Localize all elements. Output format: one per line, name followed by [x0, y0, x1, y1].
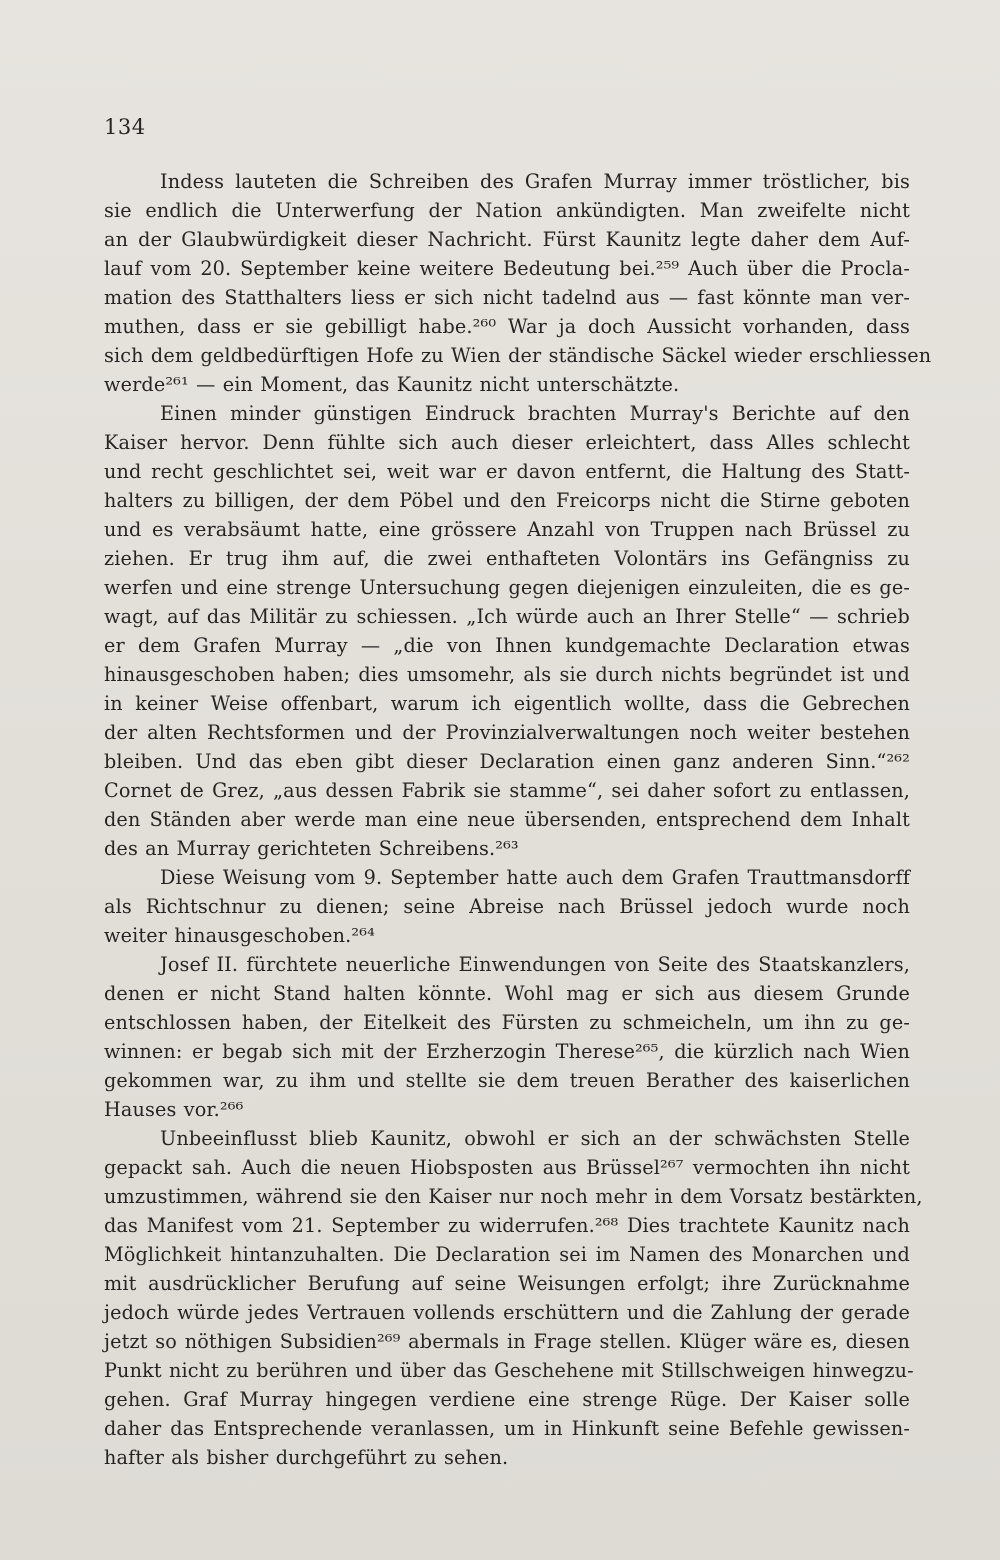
text-line: den Ständen aber werde man eine neue übersenden, entsprechend dem Inhalt — [104, 808, 910, 831]
text-line: gepackt sah. Auch die neuen Hiobsposten aus Brüssel²⁶⁷ vermochten ihn nicht — [104, 1156, 910, 1179]
text-line: Punkt nicht zu berühren und über das Geschehene mit Stillschweigen hinwegzu- — [104, 1359, 914, 1382]
text-line: lauf vom 20. September keine weitere Bedeutung bei.²⁵⁹ Auch über die Procla- — [104, 257, 910, 280]
text-line: der alten Rechtsformen und der Provinzialverwaltungen noch weiter bestehen — [104, 721, 910, 744]
text-line: Kaiser hervor. Denn fühlte sich auch dieser erleichtert, dass Alles schlecht — [104, 431, 910, 454]
page-number: 134 — [104, 115, 146, 139]
text-line: und recht geschlichtet sei, weit war er davon entfernt, die Haltung des Statt- — [104, 460, 910, 483]
text-line: werde²⁶¹ — ein Moment, das Kaunitz nicht unterschätzte. — [104, 373, 680, 396]
text-line: jetzt so nöthigen Subsidien²⁶⁹ abermals in Frage stellen. Klüger wäre es, diesen — [104, 1330, 910, 1353]
text-line: Unbeeinflusst blieb Kaunitz, obwohl er sich an der schwächsten Stelle — [160, 1127, 910, 1150]
text-line: Cornet de Grez, „aus dessen Fabrik sie stamme“, sei daher sofort zu entlassen, — [104, 779, 910, 802]
text-line: sie endlich die Unterwerfung der Nation ankündigten. Man zweifelte nicht — [104, 199, 910, 222]
text-line: weiter hinausgeschoben.²⁶⁴ — [104, 924, 375, 947]
text-line: und es verabsäumt hatte, eine grössere Anzahl von Truppen nach Brüssel zu — [104, 518, 910, 541]
text-line: an der Glaubwürdigkeit dieser Nachricht. Fürst Kaunitz legte daher dem Auf- — [104, 228, 910, 251]
text-line: hafter als bisher durchgeführt zu sehen. — [104, 1446, 509, 1469]
text-line: er dem Grafen Murray — „die von Ihnen kundgemachte Declaration etwas — [104, 634, 910, 657]
text-line: Einen minder günstigen Eindruck brachten Murray's Berichte auf den — [160, 402, 910, 425]
body-text — [104, 167, 932, 1472]
text-line: mit ausdrücklicher Berufung auf seine Weisungen erfolgt; ihre Zurücknahme — [104, 1272, 910, 1295]
text-line: denen er nicht Stand halten könnte. Wohl mag er sich aus diesem Grunde — [104, 982, 910, 1005]
text-line: des an Murray gerichteten Schreibens.²⁶³ — [104, 837, 519, 860]
text-line: hinausgeschoben haben; dies umsomehr, als sie durch nichts begründet ist und — [104, 663, 910, 686]
text-line: Möglichkeit hintanzuhalten. Die Declaration sei im Namen des Monarchen und — [104, 1243, 910, 1266]
text-line: werfen und eine strenge Untersuchung gegen diejenigen einzuleiten, die es ge- — [104, 576, 910, 599]
text-line: Diese Weisung vom 9. September hatte auch dem Grafen Trauttmansdorff — [160, 866, 910, 889]
text-line: in keiner Weise offenbart, warum ich eigentlich wollte, dass die Gebrechen — [104, 692, 910, 715]
text-line: entschlossen haben, der Eitelkeit des Fürsten zu schmeicheln, um ihn zu ge- — [104, 1011, 910, 1034]
text-line: bleiben. Und das eben gibt dieser Declaration einen ganz anderen Sinn.“²⁶² — [104, 750, 910, 773]
text-line: daher das Entsprechende veranlassen, um in Hinkunft seine Befehle gewissen- — [104, 1417, 910, 1440]
text-line: Hauses vor.²⁶⁶ — [104, 1098, 244, 1121]
text-line: gekommen war, zu ihm und stellte sie dem treuen Berather des kaiserlichen — [104, 1069, 910, 1092]
text-line: Josef II. fürchtete neuerliche Einwendungen von Seite des Staatskanzlers, — [160, 953, 910, 976]
text-line: ziehen. Er trug ihm auf, die zwei enthafteten Volontärs ins Gefängniss zu — [104, 547, 910, 570]
text-line: mation des Statthalters liess er sich nicht tadelnd aus — fast könnte man ver- — [104, 286, 910, 309]
text-line: Indess lauteten die Schreiben des Grafen Murray immer tröstlicher, bis — [160, 170, 910, 193]
text-line: jedoch würde jedes Vertrauen vollends erschüttern und die Zahlung der gerade — [104, 1301, 910, 1324]
text-line: als Richtschnur zu dienen; seine Abreise nach Brüssel jedoch wurde noch — [104, 895, 910, 918]
text-line: winnen: er begab sich mit der Erzherzogin Therese²⁶⁵, die kürzlich nach Wien — [104, 1040, 910, 1063]
text-line: wagt, auf das Militär zu schiessen. „Ich würde auch an Ihrer Stelle“ — schrieb — [104, 605, 910, 628]
text-line: gehen. Graf Murray hingegen verdiene eine strenge Rüge. Der Kaiser solle — [104, 1388, 910, 1411]
text-line: muthen, dass er sie gebilligt habe.²⁶⁰ War ja doch Aussicht vorhanden, dass — [104, 315, 910, 338]
text-line: das Manifest vom 21. September zu widerrufen.²⁶⁸ Dies trachtete Kaunitz nach — [104, 1214, 910, 1237]
text-line: halters zu billigen, der dem Pöbel und den Freicorps nicht die Stirne geboten — [104, 489, 910, 512]
text-line: umzustimmen, während sie den Kaiser nur noch mehr in dem Vorsatz bestärkten, — [104, 1185, 923, 1208]
text-line: sich dem geldbedürftigen Hofe zu Wien der ständische Säckel wieder erschliessen — [104, 344, 932, 367]
